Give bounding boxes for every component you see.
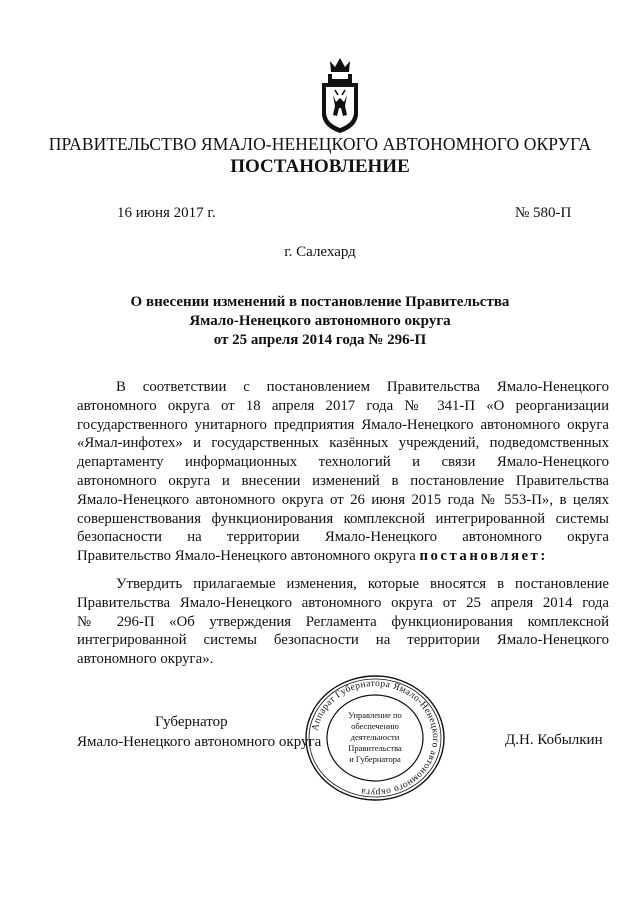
official-seal	[304, 674, 446, 802]
text-line: Правительства Ямало-Ненецкого автономного округа от 25 апреля 2014 года	[77, 594, 609, 611]
decree-word: постановляет:	[419, 548, 548, 565]
text-line: «Ямал-инфотех» и государственных казённых учреждений, подведомственных	[77, 435, 609, 452]
document-subject	[0, 293, 640, 350]
subject-line: Ямало-Ненецкого автономного округа	[189, 313, 451, 329]
text-line: совершенствования функционирования комплексной интегрированной системы	[77, 510, 609, 527]
text-line: № 296-П «Об утверждения Регламента функционирования комплексной	[77, 613, 609, 630]
text-line: государственного унитарного предприятия Ямало-Ненецкого автономного округа	[77, 416, 609, 433]
seal-inner-line: деятельности	[350, 732, 400, 742]
text-line: В соответствии с постановлением Правительства Ямало-Ненецкого	[116, 379, 609, 395]
seal-inner-line: Управление по	[348, 710, 402, 720]
text-line-content: Правительство Ямало-Ненецкого автономного округа	[77, 548, 416, 565]
seal-inner-line: и Губернатора	[349, 754, 401, 764]
document-type: ПОСТАНОВЛЕНИЕ	[230, 156, 410, 177]
signatory-name: Д.Н. Кобылкин	[505, 732, 603, 748]
body-paragraph-1	[77, 378, 609, 566]
position-title: Губернатор	[155, 714, 228, 730]
subject-line: от 25 апреля 2014 года № 296-П	[213, 332, 427, 348]
government-title: ПРАВИТЕЛЬСТВО ЯМАЛО-НЕНЕЦКОГО АВТОНОМНОГО ОКРУГА	[48, 134, 592, 154]
coat-of-arms-icon	[318, 55, 362, 135]
text-line: автономного округа от 18 апреля 2017 года № 341-П «О реорганизации	[77, 397, 609, 414]
document-number: № 580-П	[515, 205, 572, 221]
position-region: Ямало-Ненецкого автономного округа	[77, 734, 322, 750]
subject-line: О внесении изменений в постановление Правительства	[130, 294, 510, 310]
text-line: интегрированной системы безопасности на территории Ямало-Ненецкого	[77, 632, 609, 649]
text-line: департаменту информационных технологий и связи Ямало-Ненецкого	[77, 454, 609, 471]
text-line: Ямало-Ненецкого автономного округа от 26 июня 2015 года № 553-П», в целях	[77, 491, 609, 508]
text-line: Утвердить прилагаемые изменения, которые вносятся в постановление	[116, 576, 609, 592]
seal-inner-line: Правительства	[348, 743, 402, 753]
seal-inner-line: обеспечению	[351, 721, 399, 731]
text-line: безопасности на территории Ямало-Ненецкого автономного округа	[77, 529, 609, 546]
text-line: автономного округа и внесении изменений в постановление Правительства	[77, 472, 609, 489]
body-paragraph-2	[77, 575, 609, 669]
document-city: г. Салехард	[284, 244, 356, 260]
seal-outer-text: Аппарат Губернатора Ямало-Ненецкого автономного округа	[310, 678, 441, 798]
document-date: 16 июня 2017 г.	[117, 205, 216, 221]
text-line	[77, 547, 609, 566]
text-line: автономного округа».	[77, 651, 214, 668]
